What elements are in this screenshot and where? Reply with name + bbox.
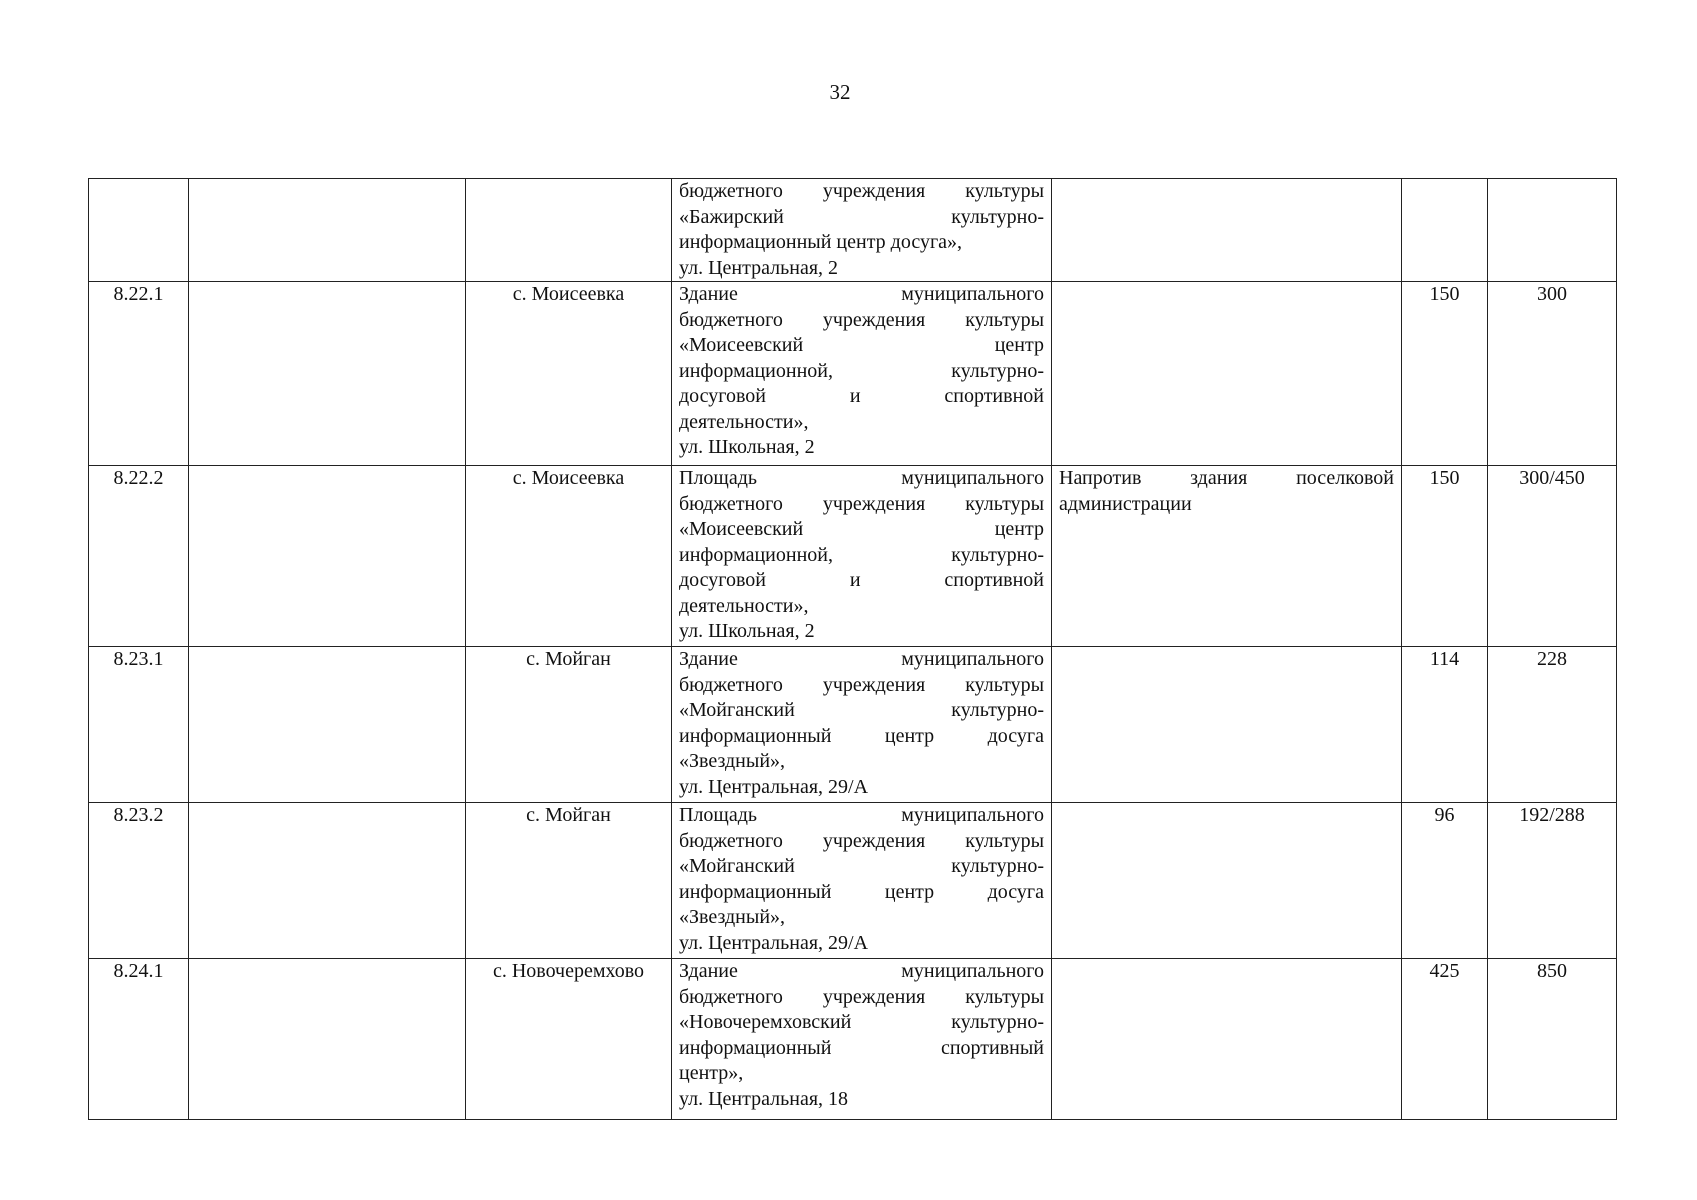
- description-line: «Звездный»,: [679, 906, 786, 928]
- description-line: Здание муниципального: [679, 648, 1044, 670]
- row-number: 8.23.1: [89, 647, 189, 803]
- description-line: досуговой и спортивной: [679, 569, 1044, 591]
- row-location: с. Моисеевка: [466, 466, 672, 647]
- description-line: бюджетного учреждения культуры: [679, 829, 1044, 852]
- row-note: [1052, 803, 1402, 959]
- row-value-2: 850: [1488, 959, 1617, 1120]
- note-line: администрации: [1059, 492, 1192, 515]
- table-row: [89, 466, 1617, 647]
- row-number: [89, 179, 189, 282]
- description-line: бюджетного учреждения культуры: [679, 308, 1044, 331]
- description-line: «Звездный»,: [679, 750, 786, 772]
- row-col2: [189, 179, 466, 282]
- row-value-2: 228: [1488, 647, 1617, 803]
- description-line: деятельности»,: [679, 594, 809, 617]
- row-note: [1052, 959, 1402, 1120]
- description-line: «Новочеремховский культурно-: [679, 1011, 1044, 1033]
- row-number: 8.22.1: [89, 282, 189, 466]
- description-line: Здание муниципального: [679, 960, 1044, 982]
- description-line: «Мойганский культурно-: [679, 699, 1044, 721]
- description-line: «Моисеевский центр: [679, 334, 1044, 356]
- row-value-1: 150: [1402, 466, 1488, 647]
- row-value-2: [1488, 179, 1617, 282]
- row-description: [672, 179, 1052, 282]
- description-line: деятельности»,: [679, 410, 809, 433]
- row-description: [672, 803, 1052, 959]
- row-description: [672, 466, 1052, 647]
- description-line: «Мойганский культурно-: [679, 855, 1044, 877]
- row-value-2: 192/288: [1488, 803, 1617, 959]
- page-number: 32: [829, 80, 851, 104]
- description-line: ул. Центральная, 2: [679, 256, 839, 279]
- description-line: Здание муниципального: [679, 283, 1044, 305]
- description-line: ул. Центральная, 29/А: [679, 931, 869, 954]
- table-row: [89, 282, 1617, 466]
- row-value-1: 425: [1402, 959, 1488, 1120]
- note-line: Напротив здания поселковой: [1059, 467, 1394, 489]
- description-line: бюджетного учреждения культуры: [679, 180, 1044, 202]
- row-value-2: 300/450: [1488, 466, 1617, 647]
- description-line: ул. Центральная, 29/А: [679, 775, 869, 798]
- row-value-1: 114: [1402, 647, 1488, 803]
- row-value-1: 150: [1402, 282, 1488, 466]
- row-location: с. Моисеевка: [466, 282, 672, 466]
- description-line: «Бажирский культурно-: [679, 205, 1044, 228]
- description-line: информационной, культурно-: [679, 359, 1044, 382]
- description-line: бюджетного учреждения культуры: [679, 673, 1044, 696]
- description-line: Площадь муниципального: [679, 467, 1044, 489]
- row-col2: [189, 282, 466, 466]
- description-line: центр»,: [679, 1062, 744, 1084]
- description-line: «Моисеевский центр: [679, 518, 1044, 540]
- row-number: 8.22.2: [89, 466, 189, 647]
- row-value-1: 96: [1402, 803, 1488, 959]
- row-description: [672, 282, 1052, 466]
- row-note: [1052, 647, 1402, 803]
- row-note: [1052, 282, 1402, 466]
- description-line: ул. Центральная, 18: [679, 1087, 849, 1110]
- description-line: информационный спортивный: [679, 1036, 1044, 1059]
- description-line: информационной, культурно-: [679, 543, 1044, 566]
- row-description: [672, 959, 1052, 1120]
- row-col2: [189, 803, 466, 959]
- row-location: с. Мойган: [466, 647, 672, 803]
- row-location: с. Мойган: [466, 803, 672, 959]
- description-line: бюджетного учреждения культуры: [679, 492, 1044, 515]
- row-col2: [189, 647, 466, 803]
- description-line: информационный центр досуга: [679, 724, 1044, 747]
- row-note: [1052, 179, 1402, 282]
- row-col2: [189, 959, 466, 1120]
- description-line: досуговой и спортивной: [679, 385, 1044, 407]
- table-body: [89, 179, 1617, 1120]
- row-value-1: [1402, 179, 1488, 282]
- table-row: [89, 179, 1617, 282]
- table-row: [89, 647, 1617, 803]
- row-col2: [189, 466, 466, 647]
- row-note: [1052, 466, 1402, 647]
- objects-table: [88, 178, 1617, 1120]
- description-line: ул. Школьная, 2: [679, 436, 815, 458]
- row-location: с. Новочеремхово: [466, 959, 672, 1120]
- row-value-2: 300: [1488, 282, 1617, 466]
- description-line: информационный центр досуга: [679, 880, 1044, 903]
- row-number: 8.23.2: [89, 803, 189, 959]
- table-row: [89, 959, 1617, 1120]
- table-row: [89, 803, 1617, 959]
- row-description: [672, 647, 1052, 803]
- description-line: информационный центр досуга»,: [679, 231, 963, 253]
- row-number: 8.24.1: [89, 959, 189, 1120]
- row-location: [466, 179, 672, 282]
- description-line: ул. Школьная, 2: [679, 620, 815, 642]
- description-line: бюджетного учреждения культуры: [679, 985, 1044, 1008]
- description-line: Площадь муниципального: [679, 804, 1044, 826]
